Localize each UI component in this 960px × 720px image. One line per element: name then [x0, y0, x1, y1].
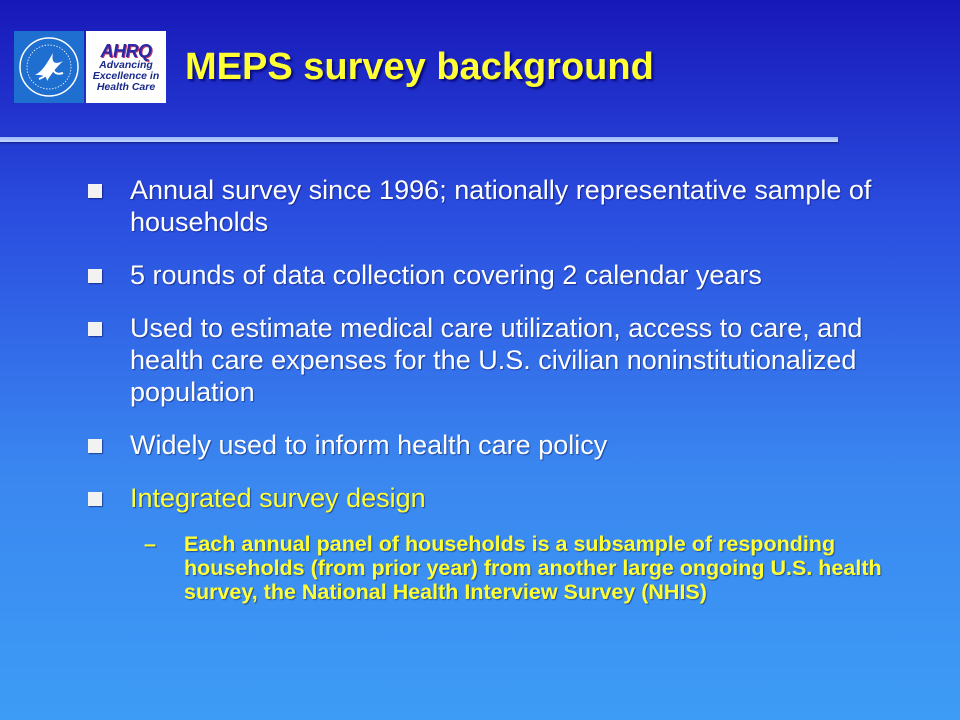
bullet-text: Integrated survey design — [130, 483, 426, 513]
ahrq-name: AHRQ — [100, 40, 152, 61]
ahrq-tagline-line-3: Health Care — [96, 80, 156, 93]
bullet-list — [88, 174, 888, 524]
square-bullet-icon — [88, 492, 102, 506]
bullet-text: 5 rounds of data collection covering 2 calendar years — [130, 260, 762, 290]
dash-bullet-icon: – — [144, 532, 156, 556]
bullet-item — [88, 429, 888, 461]
bullet-item — [88, 259, 888, 291]
sub-bullet-text: Each annual panel of households is a subsample of responding households (from prior year) from another large ongoing U.S. health survey, the National Health Interview Survey (NHIS) — [184, 532, 882, 604]
bullet-item-highlighted — [88, 482, 888, 514]
sub-bullet-item — [144, 532, 884, 604]
bullet-text: Widely used to inform health care policy — [130, 430, 608, 460]
ahrq-logo — [86, 31, 166, 103]
bullet-item — [88, 312, 888, 408]
square-bullet-icon — [88, 322, 102, 336]
bullet-text: Used to estimate medical care utilization, access to care, and health care expenses for the U.S. civilian noninstitutionalized population — [130, 313, 863, 407]
title-divider — [0, 137, 838, 142]
logo-group — [14, 31, 166, 103]
bullet-text: Annual survey since 1996; nationally representative sample of households — [130, 175, 872, 237]
bullet-item — [88, 174, 888, 238]
ahrq-tagline-line-1: Advancing — [99, 58, 153, 71]
square-bullet-icon — [88, 439, 102, 453]
square-bullet-icon — [88, 184, 102, 198]
ahrq-tagline-line-2: Excellence in — [92, 69, 160, 82]
slide-title: MEPS survey background — [185, 46, 654, 88]
square-bullet-icon — [88, 269, 102, 283]
sub-bullet-list — [144, 532, 884, 604]
hhs-eagle-seal-icon — [14, 31, 84, 103]
